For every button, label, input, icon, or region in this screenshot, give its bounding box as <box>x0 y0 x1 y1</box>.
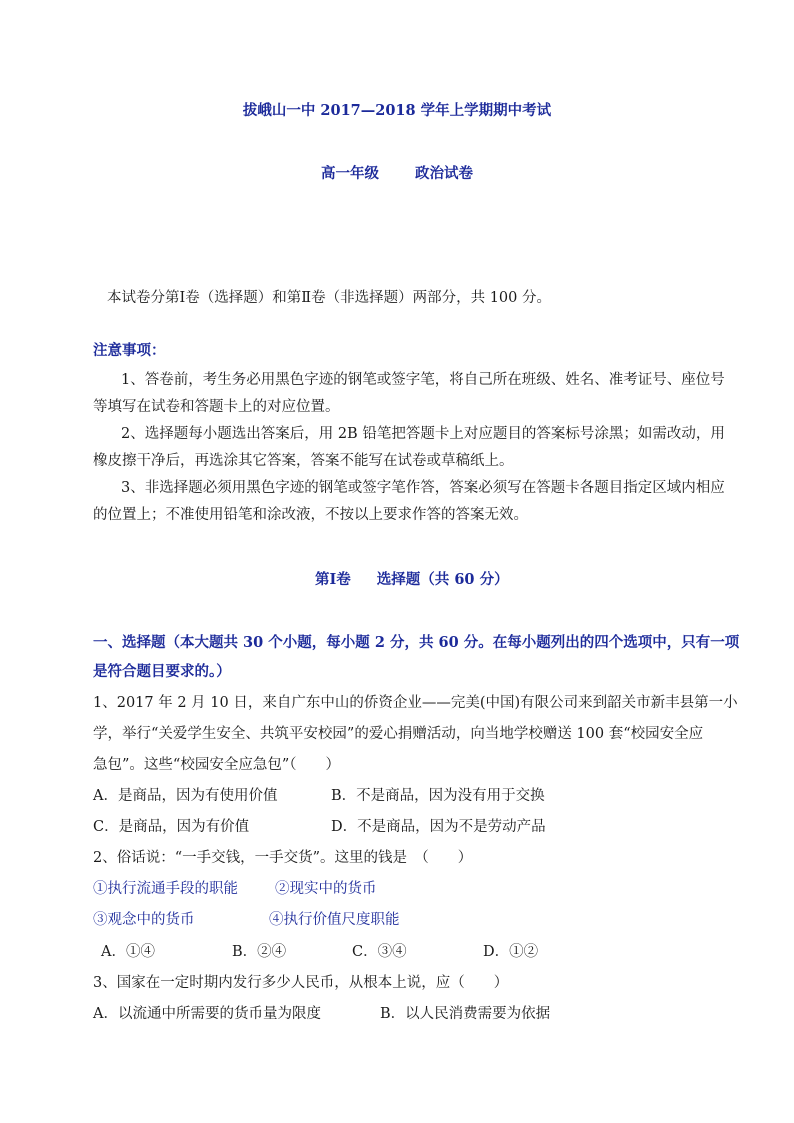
q1-option-a: A．是商品，因为有使用价值 <box>93 788 278 804</box>
section-title: 选择题（共 60 分） <box>376 571 509 588</box>
instructions-line-1: 一、选择题（本大题共 30 个小题，每小题 2 分，共 60 分。在每小题列出的四个选项中，只有一项 <box>93 634 740 651</box>
q2-stem: 2、俗话说：“一手交钱，一手交货”。这里的钱是 （ ） <box>93 850 473 866</box>
q2-option-b: B．②④ <box>232 944 287 960</box>
q1-stem-line-3: 急包”。这些“校园安全应急包”（ ） <box>93 757 340 773</box>
grade-label: 高一年级 <box>321 165 379 182</box>
q2-statements-row-2 <box>93 910 693 930</box>
exam-subtitle <box>0 164 794 184</box>
exam-title: 拔峨山一中 2017—2018 学年上学期期中考试 <box>242 102 552 119</box>
section-part: 第Ⅰ卷 <box>315 571 351 588</box>
q1-option-c: C．是商品，因为有价值 <box>93 819 250 835</box>
q1-stem-line-1: 1、2017 年 2 月 10 日，来自广东中山的侨资企业——完美(中国)有限公司来到韶关市新丰县第一小 <box>93 695 738 711</box>
q1-stem-line-2: 学，举行“关爱学生安全、共筑平安校园”的爱心捐赠活动，向当地学校赠送 100 套“校园安全应 <box>93 726 704 742</box>
q1-options-row-2 <box>93 817 693 837</box>
intro-text: 本试卷分第Ⅰ卷（选择题）和第Ⅱ卷（非选择题）两部分，共 100 分。 <box>107 290 551 306</box>
note-2-line-1: 2、选择题每小题选出答案后，用 2B 铅笔把答题卡上对应题目的答案标号涂黑；如需改动，用 <box>121 426 725 442</box>
q2-option-c: C．③④ <box>352 944 407 960</box>
notes-heading: 注意事项： <box>93 342 166 359</box>
note-3-line-2: 的位置上；不准使用铅笔和涂改液，不按以上要求作答的答案无效。 <box>93 507 528 523</box>
q1-option-b: B．不是商品，因为没有用于交换 <box>331 788 545 804</box>
note-1-line-1: 1、答卷前，考生务必用黑色字迹的钢笔或签字笔，将自己所在班级、姓名、准考证号、座位号 <box>121 372 725 388</box>
q3-option-b: B．以人民消费需要为依据 <box>380 1006 551 1022</box>
q2-option-d: D．①② <box>483 944 539 960</box>
q2-option-a: A．①④ <box>101 944 155 960</box>
note-1-line-2: 等填写在试卷和答题卡上的对应位置。 <box>93 399 340 415</box>
note-2-line-2: 橡皮擦干净后，再选涂其它答案，答案不能写在试卷或草稿纸上。 <box>93 453 514 469</box>
q3-option-a: A．以流通中所需要的货币量为限度 <box>93 1006 321 1022</box>
q2-statement-4: ④执行价值尺度职能 <box>269 912 400 928</box>
subject-label: 政治试卷 <box>415 165 473 182</box>
q2-statements-row-1 <box>93 879 693 899</box>
note-3-line-1: 3、非选择题必须用黑色字迹的钢笔或签字笔作答，答案必须写在答题卡各题目指定区域内相应 <box>121 480 725 496</box>
q2-statement-1: ①执行流通手段的职能 <box>93 881 238 897</box>
q2-statement-3: ③观念中的货币 <box>93 912 195 928</box>
q2-options-row <box>101 942 701 962</box>
q3-stem: 3、国家在一定时期内发行多少人民币，从根本上说，应（ ） <box>93 975 509 991</box>
q1-option-d: D．不是商品，因为不是劳动产品 <box>331 819 546 835</box>
q2-statement-2: ②现实中的货币 <box>275 881 377 897</box>
instructions-line-2: 是符合题目要求的。） <box>93 663 231 680</box>
section-heading <box>315 570 509 590</box>
q3-options-row-1 <box>93 1004 693 1024</box>
q1-options-row-1 <box>93 786 693 806</box>
